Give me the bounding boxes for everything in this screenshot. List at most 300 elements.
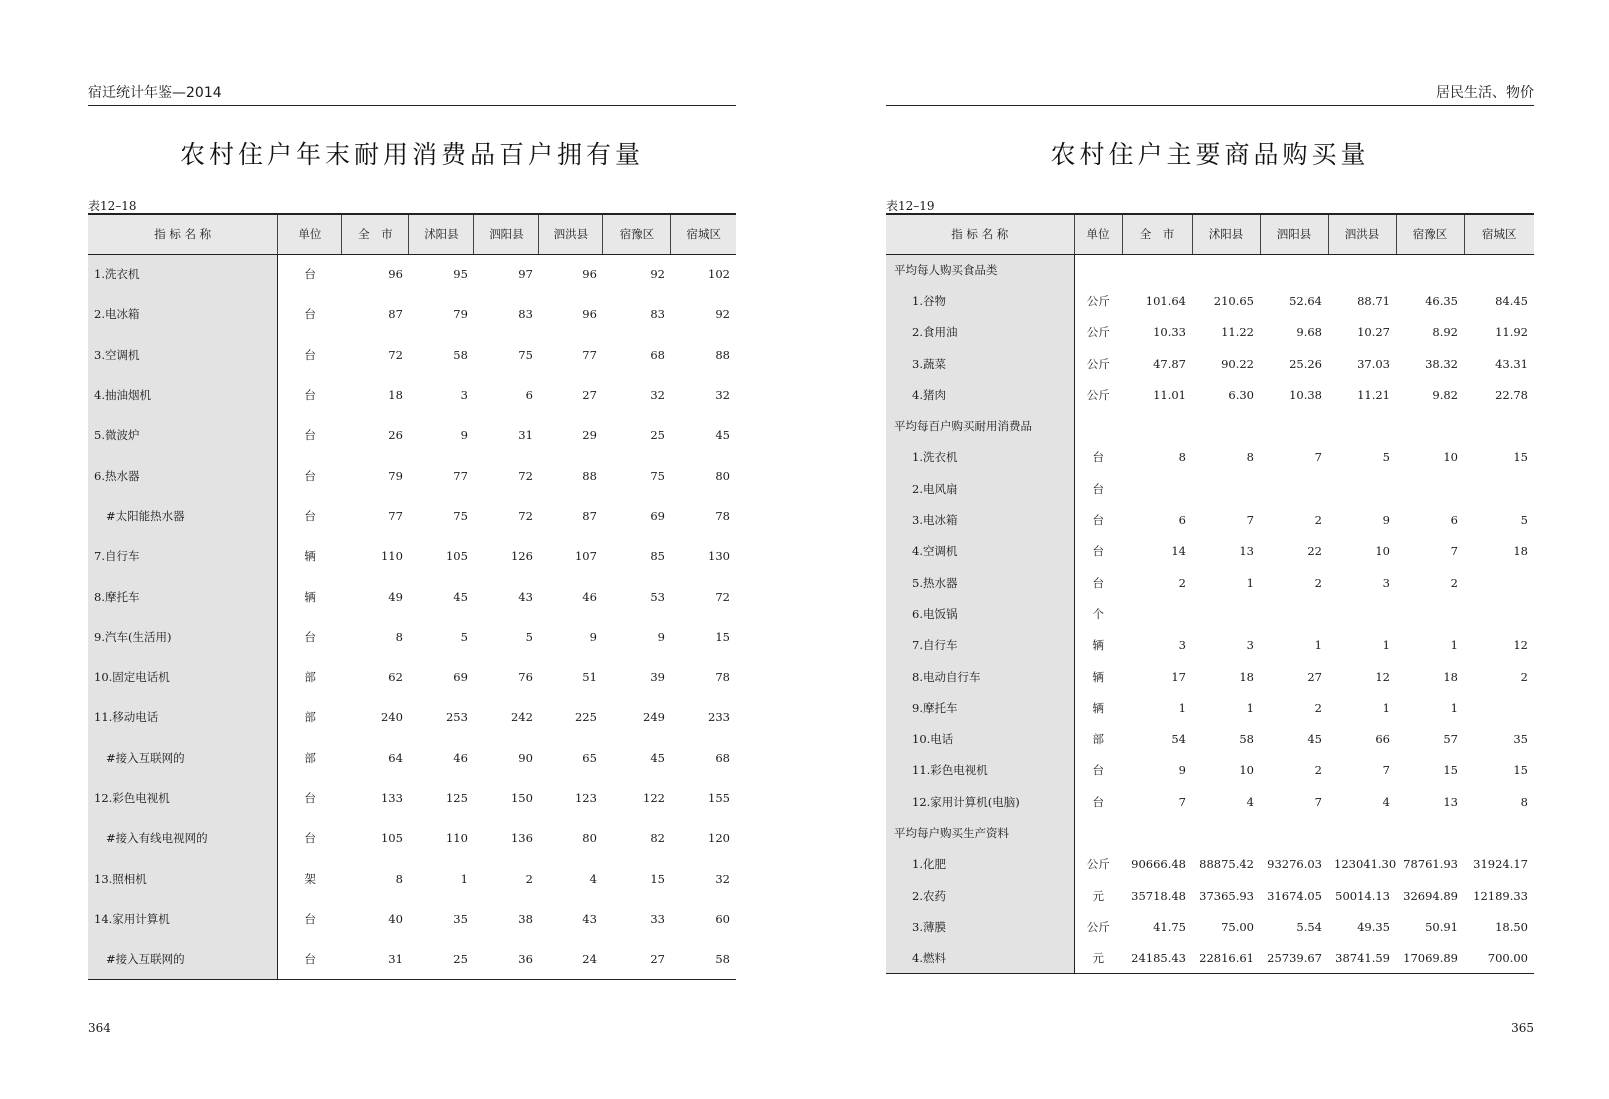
unit-cell: 台 — [1092, 544, 1104, 559]
column-header: 宿豫区 — [1396, 214, 1464, 254]
value-cell: 79 — [388, 468, 403, 483]
value-cell: 37365.93 — [1199, 888, 1254, 903]
table-row — [886, 723, 1534, 754]
indicator-name: 2.电风扇 — [886, 473, 1074, 504]
value-cell: 9 — [657, 629, 665, 644]
value-cell: 9 — [460, 428, 468, 443]
goods-purchase-table — [886, 213, 1534, 974]
value-cell: 84.45 — [1495, 293, 1528, 308]
unit-cell: 辆 — [304, 549, 316, 564]
unit-cell: 台 — [304, 911, 316, 926]
value-cell: 72 — [715, 589, 730, 604]
value-cell: 75 — [518, 347, 533, 362]
table-number: 表12–19 — [886, 199, 935, 213]
table-row — [88, 576, 736, 616]
value-cell: 2 — [1520, 669, 1528, 684]
value-cell: 10 — [1239, 763, 1254, 778]
indicator-name: 2.电冰箱 — [88, 294, 278, 334]
indicator-name: 5.热水器 — [886, 567, 1074, 598]
value-cell: 58 — [453, 347, 468, 362]
value-cell — [1328, 410, 1396, 441]
table-row — [88, 254, 736, 294]
value-cell: 7 — [1314, 450, 1322, 465]
value-cell: 60 — [715, 911, 730, 926]
value-cell: 80 — [582, 831, 597, 846]
value-cell: 105 — [445, 549, 468, 564]
indicator-name: 5.微波炉 — [88, 415, 278, 455]
table-row — [886, 317, 1534, 348]
unit-cell: 台 — [1092, 450, 1104, 465]
value-cell: 18 — [1239, 669, 1254, 684]
unit-cell: 台 — [304, 347, 316, 362]
page-number: 365 — [1511, 1021, 1534, 1035]
value-cell — [1192, 817, 1260, 848]
value-cell: 80 — [715, 468, 730, 483]
table-row — [886, 285, 1534, 316]
value-cell — [1260, 598, 1328, 629]
value-cell: 17 — [1171, 669, 1186, 684]
value-cell: 10.38 — [1289, 387, 1322, 402]
value-cell — [1260, 473, 1328, 504]
table-row — [88, 939, 736, 979]
value-cell — [1464, 598, 1534, 629]
column-header: 泗洪县 — [539, 214, 603, 254]
value-cell — [1396, 254, 1464, 285]
value-cell: 2 — [1314, 575, 1322, 590]
value-cell: 8 — [1246, 450, 1254, 465]
unit-cell: 台 — [1092, 763, 1104, 778]
section-label: 平均每人购买食品类 — [886, 254, 1074, 285]
value-cell: 88 — [582, 468, 597, 483]
value-cell: 69 — [650, 508, 665, 523]
table-row — [88, 778, 736, 818]
unit-cell: 台 — [1092, 481, 1104, 496]
value-cell: 4 — [1246, 794, 1254, 809]
value-cell: 37.03 — [1357, 356, 1390, 371]
value-cell: 126 — [510, 549, 533, 564]
indicator-name: 4.燃料 — [886, 943, 1074, 974]
indicator-name: 8.摩托车 — [88, 576, 278, 616]
value-cell: 3 — [460, 388, 468, 403]
unit-cell: 架 — [304, 871, 316, 886]
column-header: 沭阳县 — [409, 214, 474, 254]
table-body — [886, 254, 1534, 974]
value-cell: 233 — [708, 710, 730, 725]
value-cell: 6.30 — [1228, 387, 1254, 402]
value-cell: 43 — [518, 589, 533, 604]
value-cell: 96 — [388, 267, 403, 282]
value-cell: 72 — [518, 468, 533, 483]
indicator-name: 10.电话 — [886, 723, 1074, 754]
value-cell — [1192, 473, 1260, 504]
unit-cell: 台 — [304, 388, 316, 403]
indicator-name: 6.热水器 — [88, 455, 278, 495]
value-cell: 88.71 — [1357, 293, 1390, 308]
column-header: 单位 — [1074, 214, 1122, 254]
value-cell: 40 — [388, 911, 403, 926]
indicator-name: 6.电饭锅 — [886, 598, 1074, 629]
column-header: 宿城区 — [671, 214, 736, 254]
value-cell: 110 — [445, 831, 468, 846]
table-row — [88, 657, 736, 697]
value-cell: 2 — [1450, 575, 1458, 590]
indicator-name: 3.空调机 — [88, 335, 278, 375]
value-cell: 47.87 — [1153, 356, 1186, 371]
indicator-name: 1.谷物 — [886, 285, 1074, 316]
value-cell: 64 — [388, 750, 403, 765]
value-cell: 2 — [1314, 700, 1322, 715]
indicator-name: 14.家用计算机 — [88, 899, 278, 939]
value-cell — [1464, 410, 1534, 441]
value-cell: 25 — [409, 939, 474, 979]
value-cell: 32694.89 — [1403, 888, 1458, 903]
column-header: 宿豫区 — [603, 214, 671, 254]
value-cell: 4 — [589, 871, 597, 886]
value-cell: 8 — [395, 629, 403, 644]
value-cell: 1 — [460, 871, 468, 886]
value-cell: 12 — [1375, 669, 1390, 684]
value-cell: 85 — [650, 549, 665, 564]
value-cell: 78 — [715, 670, 730, 685]
table-row — [88, 335, 736, 375]
value-cell: 24 — [539, 939, 603, 979]
value-cell: 11.01 — [1153, 387, 1186, 402]
unit-cell: 台 — [1092, 794, 1104, 809]
indicator-name: 3.蔬菜 — [886, 348, 1074, 379]
value-cell: 39 — [650, 670, 665, 685]
value-cell: 87 — [582, 508, 597, 523]
table-row — [88, 375, 736, 415]
value-cell: 12 — [1513, 638, 1528, 653]
value-cell: 6 — [1450, 513, 1458, 528]
value-cell: 125 — [445, 791, 468, 805]
value-cell: 46 — [582, 589, 597, 604]
value-cell: 32 — [715, 871, 730, 886]
unit-cell — [1074, 254, 1122, 285]
value-cell: 31924.17 — [1473, 857, 1528, 872]
value-cell — [1192, 254, 1260, 285]
table-row — [88, 858, 736, 898]
table-row — [88, 455, 736, 495]
value-cell: 49 — [388, 589, 403, 604]
value-cell: 46 — [453, 750, 468, 765]
value-cell: 65 — [582, 750, 597, 765]
value-cell: 49.35 — [1357, 919, 1390, 934]
value-cell: 1 — [1382, 638, 1390, 653]
value-cell: 36 — [474, 939, 539, 979]
value-cell — [1396, 410, 1464, 441]
value-cell: 50.91 — [1425, 919, 1458, 934]
value-cell: 78 — [715, 508, 730, 523]
value-cell: 15 — [1513, 450, 1528, 465]
value-cell: 9 — [589, 629, 597, 644]
value-cell: 68 — [650, 347, 665, 362]
value-cell: 69 — [453, 670, 468, 685]
value-cell: 2 — [1314, 513, 1322, 528]
value-cell: 2 — [1178, 575, 1186, 590]
column-header: 全 市 — [1122, 214, 1192, 254]
unit-cell: 台 — [304, 267, 316, 282]
value-cell: 15 — [1443, 763, 1458, 778]
unit-cell: 台 — [278, 939, 342, 979]
value-cell: 5 — [460, 629, 468, 644]
column-header: 指 标 名 称 — [88, 214, 278, 254]
table-row — [88, 536, 736, 576]
value-cell: 57 — [1443, 732, 1458, 747]
unit-cell — [1074, 410, 1122, 441]
indicator-name: 9.摩托车 — [886, 692, 1074, 723]
value-cell: 123041.30 — [1334, 857, 1396, 872]
indicator-name: #接入互联网的 — [88, 939, 278, 979]
value-cell: 62 — [388, 670, 403, 685]
value-cell: 83 — [650, 307, 665, 322]
value-cell: 3 — [1246, 638, 1254, 653]
value-cell: 107 — [574, 549, 597, 564]
value-cell: 102 — [708, 267, 730, 282]
value-cell — [1122, 410, 1192, 441]
value-cell: 15 — [650, 871, 665, 886]
value-cell: 38741.59 — [1328, 943, 1396, 974]
value-cell: 5 — [1520, 513, 1528, 528]
value-cell: 24185.43 — [1122, 943, 1192, 974]
value-cell: 150 — [510, 791, 533, 805]
value-cell: 82 — [650, 831, 665, 846]
running-header: 宿迁统计年鉴—2014 — [88, 84, 736, 106]
indicator-name: #接入互联网的 — [88, 738, 278, 778]
value-cell: 43 — [582, 911, 597, 926]
value-cell: 210.65 — [1213, 293, 1254, 308]
page-title: 农村住户主要商品购买量 — [1050, 140, 1370, 169]
unit-cell: 元 — [1074, 943, 1122, 974]
unit-cell: 公斤 — [1086, 325, 1110, 340]
table-row — [886, 379, 1534, 410]
value-cell: 7 — [1382, 763, 1390, 778]
column-header: 泗阳县 — [474, 214, 539, 254]
indicator-name: 1.洗衣机 — [886, 442, 1074, 473]
unit-cell: 台 — [304, 831, 316, 846]
unit-cell: 台 — [1092, 513, 1104, 528]
indicator-name: 7.自行车 — [88, 536, 278, 576]
indicator-name: #太阳能热水器 — [88, 496, 278, 536]
table-body — [88, 254, 736, 979]
unit-cell: 台 — [304, 307, 316, 322]
value-cell: 53 — [650, 589, 665, 604]
value-cell: 95 — [453, 267, 468, 282]
value-cell — [1328, 473, 1396, 504]
durable-goods-ownership-table — [88, 213, 736, 980]
section-label: 平均每户购买生产资料 — [886, 817, 1074, 848]
value-cell: 54 — [1171, 732, 1186, 747]
value-cell: 72 — [388, 347, 403, 362]
table-row — [886, 504, 1534, 535]
value-cell: 5 — [1382, 450, 1390, 465]
value-cell: 32 — [715, 388, 730, 403]
unit-cell: 台 — [304, 468, 316, 483]
page-title: 农村住户年末耐用消费品百户拥有量 — [179, 140, 644, 169]
value-cell: 83 — [518, 307, 533, 322]
value-cell: 88 — [715, 347, 730, 362]
value-cell: 15 — [715, 629, 730, 644]
table-header-row — [88, 214, 736, 254]
value-cell: 5.54 — [1296, 919, 1322, 934]
value-cell: 43.31 — [1495, 356, 1528, 371]
value-cell: 6 — [1178, 513, 1186, 528]
value-cell: 1 — [1178, 700, 1186, 715]
unit-cell: 个 — [1092, 606, 1104, 621]
value-cell: 22.78 — [1495, 387, 1528, 402]
value-cell: 700.00 — [1464, 943, 1534, 974]
value-cell: 52.64 — [1289, 293, 1322, 308]
value-cell: 225 — [574, 710, 597, 725]
unit-cell: 公斤 — [1086, 293, 1110, 308]
indicator-name: 13.照相机 — [88, 858, 278, 898]
unit-cell — [1074, 817, 1122, 848]
value-cell: 13 — [1443, 794, 1458, 809]
value-cell: 45 — [1307, 732, 1322, 747]
value-cell: 90 — [518, 750, 533, 765]
value-cell — [1464, 817, 1534, 848]
indicator-name: 2.食用油 — [886, 317, 1074, 348]
value-cell: 9 — [1382, 513, 1390, 528]
value-cell: 18 — [1513, 544, 1528, 559]
value-cell: 75 — [453, 508, 468, 523]
value-cell: 9.82 — [1432, 387, 1458, 402]
indicator-name: 4.空调机 — [886, 536, 1074, 567]
value-cell — [1260, 254, 1328, 285]
table-row — [886, 849, 1534, 880]
unit-cell: 元 — [1092, 888, 1104, 903]
right-page — [886, 0, 1534, 1099]
unit-cell: 辆 — [304, 589, 316, 604]
indicator-name: 4.猪肉 — [886, 379, 1074, 410]
table-row — [88, 617, 736, 657]
table-row — [886, 348, 1534, 379]
column-header: 宿城区 — [1464, 214, 1534, 254]
table-row — [886, 630, 1534, 661]
value-cell: 249 — [643, 710, 665, 725]
value-cell: 1 — [1450, 638, 1458, 653]
unit-cell: 公斤 — [1086, 857, 1110, 872]
value-cell — [1396, 473, 1464, 504]
value-cell: 1 — [1246, 575, 1254, 590]
value-cell: 72 — [518, 508, 533, 523]
value-cell — [1464, 567, 1534, 598]
value-cell — [1328, 817, 1396, 848]
value-cell: 46.35 — [1425, 293, 1458, 308]
value-cell: 27 — [582, 388, 597, 403]
table-row — [886, 786, 1534, 817]
indicator-name: 10.固定电话机 — [88, 657, 278, 697]
value-cell: 8 — [1178, 450, 1186, 465]
value-cell — [1328, 254, 1396, 285]
value-cell: 76 — [518, 670, 533, 685]
value-cell — [1396, 817, 1464, 848]
value-cell — [1192, 598, 1260, 629]
value-cell: 92 — [715, 307, 730, 322]
unit-cell: 部 — [304, 710, 316, 725]
value-cell: 8 — [1520, 794, 1528, 809]
value-cell: 31 — [518, 428, 533, 443]
value-cell — [1328, 598, 1396, 629]
value-cell: 2 — [1314, 763, 1322, 778]
value-cell: 9.68 — [1296, 325, 1322, 340]
left-page — [88, 0, 736, 1099]
value-cell: 38.32 — [1425, 356, 1458, 371]
unit-cell: 台 — [1092, 575, 1104, 590]
value-cell: 87 — [388, 307, 403, 322]
value-cell: 12189.33 — [1473, 888, 1528, 903]
value-cell: 96 — [582, 267, 597, 282]
table-row — [886, 567, 1534, 598]
table-row — [886, 911, 1534, 942]
value-cell: 75 — [650, 468, 665, 483]
value-cell: 33 — [650, 911, 665, 926]
section-label: 平均每百户购买耐用消费品 — [886, 410, 1074, 441]
value-cell: 120 — [708, 831, 730, 846]
value-cell: 31 — [342, 939, 409, 979]
value-cell: 66 — [1375, 732, 1390, 747]
value-cell: 8 — [395, 871, 403, 886]
value-cell: 9 — [1178, 763, 1186, 778]
value-cell: 13 — [1239, 544, 1254, 559]
indicator-name: 3.薄膜 — [886, 911, 1074, 942]
value-cell: 242 — [510, 710, 533, 725]
value-cell: 1 — [1246, 700, 1254, 715]
value-cell: 110 — [380, 549, 403, 564]
value-cell — [1464, 692, 1534, 723]
value-cell: 8.92 — [1432, 325, 1458, 340]
indicator-name: 2.农药 — [886, 880, 1074, 911]
value-cell: 93276.03 — [1267, 857, 1322, 872]
value-cell — [1260, 817, 1328, 848]
value-cell: 45 — [715, 428, 730, 443]
value-cell: 35 — [453, 911, 468, 926]
table-row — [886, 598, 1534, 629]
value-cell — [1396, 598, 1464, 629]
value-cell: 3 — [1382, 575, 1390, 590]
value-cell: 17069.89 — [1396, 943, 1464, 974]
value-cell: 25.26 — [1289, 356, 1322, 371]
table-number: 表12–18 — [88, 199, 137, 213]
value-cell: 123 — [574, 791, 597, 805]
value-cell: 122 — [643, 791, 665, 805]
indicator-name: 4.抽油烟机 — [88, 375, 278, 415]
value-cell: 68 — [715, 750, 730, 765]
value-cell: 133 — [380, 791, 403, 805]
value-cell — [1192, 410, 1260, 441]
column-header: 泗洪县 — [1328, 214, 1396, 254]
section-row — [886, 410, 1534, 441]
value-cell: 11.22 — [1221, 325, 1254, 340]
value-cell: 7 — [1246, 513, 1254, 528]
value-cell: 5 — [525, 629, 533, 644]
value-cell: 136 — [510, 831, 533, 846]
value-cell: 27 — [603, 939, 671, 979]
value-cell: 10.33 — [1153, 325, 1186, 340]
unit-cell: 部 — [304, 750, 316, 765]
value-cell: 18 — [388, 388, 403, 403]
value-cell: 1 — [1382, 700, 1390, 715]
value-cell: 90666.48 — [1131, 857, 1186, 872]
unit-cell: 台 — [304, 508, 316, 523]
value-cell: 6 — [525, 388, 533, 403]
value-cell: 77 — [453, 468, 468, 483]
value-cell: 240 — [380, 710, 403, 725]
table-header-row — [886, 214, 1534, 254]
indicator-name: 11.移动电话 — [88, 697, 278, 737]
value-cell: 18.50 — [1495, 919, 1528, 934]
unit-cell: 辆 — [1092, 669, 1104, 684]
